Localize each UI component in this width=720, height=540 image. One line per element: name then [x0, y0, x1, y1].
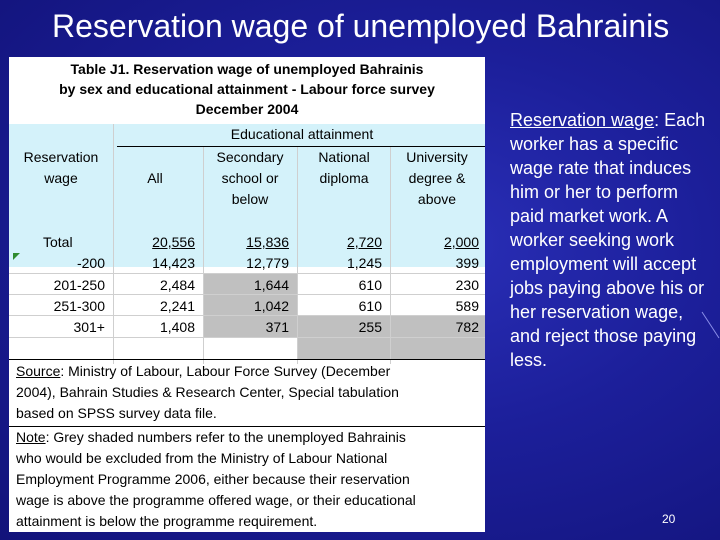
cell-all: 20,556	[152, 234, 195, 250]
group-header: Educational attainment	[230, 126, 374, 142]
definition-term: Reservation wage	[510, 110, 655, 130]
col-header-reservation	[11, 147, 111, 189]
cell-university: 589	[455, 298, 479, 314]
cell-national: 610	[358, 277, 382, 293]
table-panel	[9, 57, 485, 532]
source-label: Source	[16, 363, 61, 379]
cell-secondary: 15,836	[246, 234, 289, 250]
cell-secondary: 371	[265, 319, 289, 335]
col-header-university-line-3: above	[417, 191, 457, 207]
cell-national: 255	[358, 319, 382, 335]
note-label: Note	[16, 429, 46, 445]
source-text-1: : Ministry of Labour, Labour Force Survey (December	[60, 363, 391, 379]
source-block	[16, 361, 399, 424]
col-header-national-line-1: National	[318, 149, 370, 165]
grid-vline-1	[113, 124, 114, 364]
note-text-1: : Grey shaded numbers refer to the unemployed Bahrainis	[45, 429, 406, 445]
col-header-all: All	[147, 170, 163, 186]
cell-secondary: 12,779	[246, 255, 289, 271]
table-title	[9, 59, 485, 119]
table-title-line-2: by sex and educational attainment - Labour force survey	[59, 81, 435, 97]
note-text-5: attainment is below the programme requirement.	[16, 513, 318, 529]
col-header-national	[299, 147, 389, 189]
page-number: 20	[662, 512, 676, 526]
col-header-national-line-2: diploma	[319, 170, 369, 186]
col-header-secondary-line-2: school or	[221, 170, 279, 186]
grid-vline-2	[203, 147, 204, 364]
note-text-2: who would be excluded from the Ministry of Labour National	[16, 450, 388, 466]
cell-national: 1,245	[346, 255, 382, 271]
cell-all: 2,484	[159, 277, 195, 293]
col-header-university-line-2: degree &	[408, 170, 466, 186]
row-label: 201-250	[53, 277, 105, 293]
table-title-line-1: Table J1. Reservation wage of unemployed Bahrainis	[70, 61, 424, 77]
cell-all: 1,408	[159, 319, 195, 335]
col-header-reservation-line-1: Reservation	[23, 149, 99, 165]
row-label: 301+	[73, 319, 105, 335]
source-text-3: based on SPSS survey data file.	[16, 405, 217, 421]
cell-university: 782	[455, 319, 479, 335]
grid-vline-3	[297, 147, 298, 364]
cell-national: 2,720	[346, 234, 382, 250]
col-header-secondary-line-3: below	[231, 191, 269, 207]
col-header-secondary-line-1: Secondary	[216, 149, 284, 165]
note-text-4: wage is above the programme offered wage, or their educational	[16, 492, 416, 508]
table-title-line-3: December 2004	[195, 101, 299, 117]
col-header-reservation-line-2: wage	[44, 170, 78, 186]
decorative-line-icon	[700, 310, 720, 340]
cell-secondary: 1,042	[253, 298, 289, 314]
grid-vline-4	[390, 147, 391, 364]
definition-text	[510, 108, 710, 372]
cell-comment-marker-icon	[13, 253, 21, 261]
cell-university: 230	[455, 277, 479, 293]
definition-body: : Each worker has a specific wage rate that induces him or her to perform paid market work. A worker seeking work employment will accept jobs paying above his or her reservation wage, and reject those paying less.	[510, 110, 706, 370]
col-header-secondary	[203, 147, 297, 210]
note-text-3: Employment Programme 2006, either because their reservation	[16, 471, 410, 487]
note-block	[16, 427, 416, 532]
col-header-university-line-1: University	[406, 149, 468, 165]
slide-title: Reservation wage of unemployed Bahrainis	[52, 8, 670, 44]
cell-all: 14,423	[152, 255, 195, 271]
cell-secondary: 1,644	[253, 277, 289, 293]
row-label: Total	[43, 234, 73, 250]
cell-university: 399	[455, 255, 479, 271]
cell-all: 2,241	[159, 298, 195, 314]
row-label: -200	[76, 255, 105, 271]
source-top-rule	[9, 359, 485, 360]
cell-national: 610	[358, 298, 382, 314]
col-header-university	[391, 147, 483, 210]
source-text-2: 2004), Bahrain Studies & Research Center, Special tabulation	[16, 384, 399, 400]
row-label: 251-300	[53, 298, 105, 314]
cell-university: 2,000	[443, 234, 479, 250]
